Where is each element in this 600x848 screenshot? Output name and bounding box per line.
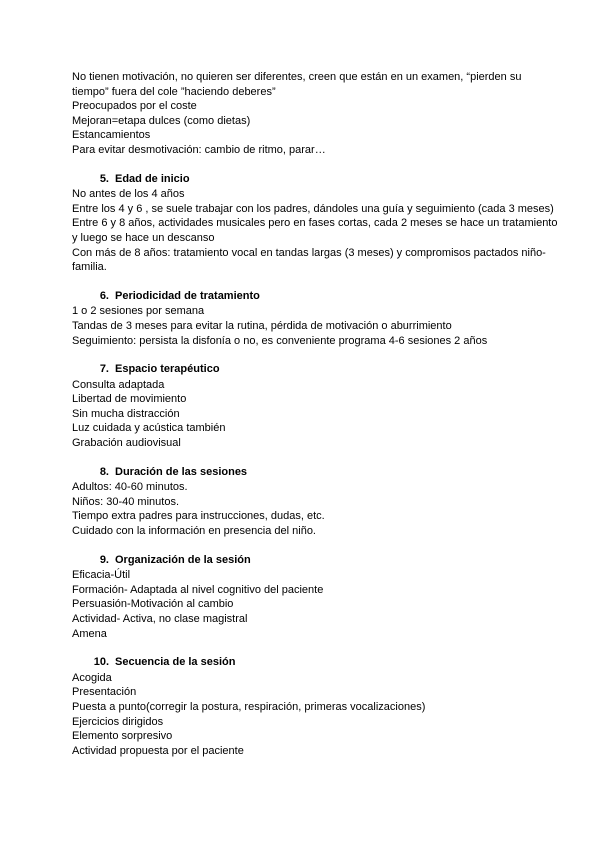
body-line: Adultos: 40-60 minutos. (72, 481, 188, 494)
body-line: Puesta a punto(corregir la postura, respiración, primeras vocalizaciones) (72, 700, 426, 713)
body-line: Acogida (72, 671, 112, 684)
section-body-espacio-terapeutico (72, 378, 560, 451)
intro-line: Para evitar desmotivación: cambio de ritmo, parar… (72, 143, 326, 156)
section-number: 10. (93, 656, 109, 669)
body-line: Grabación audiovisual (72, 437, 181, 450)
section-heading-duracion (72, 465, 560, 480)
section-number: 5. (99, 172, 109, 185)
section-title: Duración de las sesiones (115, 465, 248, 478)
body-line: Actividad- Activa, no clase magistral (72, 613, 248, 625)
section-title: Secuencia de la sesión (115, 656, 236, 669)
section-title: Edad de inicio (115, 172, 190, 185)
section-heading-espacio-terapeutico (72, 362, 560, 377)
intro-line: Mejoran=etapa dulces (como dietas) (72, 114, 251, 127)
body-line: Consulta adaptada (72, 378, 165, 391)
body-line: Niños: 30-40 minutos. (72, 495, 179, 508)
body-line: Sin mucha distracción (72, 407, 180, 420)
body-line: Luz cuidada y acústica también (72, 422, 226, 435)
body-line: Elemento sorpresivo (72, 730, 173, 743)
body-line: Eficacia-Útil (72, 569, 131, 582)
body-line: Tiempo extra padres para instrucciones, dudas, etc. (72, 510, 325, 523)
body-line: Presentación (72, 686, 137, 699)
section-body-organizacion (72, 568, 560, 641)
section-title: Espacio terapéutico (115, 363, 220, 376)
section-title: Organización de la sesión (115, 553, 251, 566)
section-heading-edad-de-inicio (72, 172, 560, 187)
body-line: Tandas de 3 meses para evitar la rutina, pérdida de motivación o aburrimiento (72, 319, 452, 332)
body-line: Entre los 4 y 6 , se suele trabajar con los padres, dándoles una guía y seguimiento (cada 3 meses) (72, 202, 554, 215)
section-heading-secuencia (72, 655, 560, 670)
body-line: Seguimiento: persista la disfonía o no, es conveniente programa 4-6 sesiones 2 años (72, 334, 488, 347)
body-line: Libertad de movimiento (72, 393, 187, 406)
body-line: 1 o 2 sesiones por semana (72, 305, 205, 318)
intro-line: Preocupados por el coste (72, 100, 197, 113)
body-line: Con más de 8 años: tratamiento vocal en tandas largas (3 meses) y compromisos pactados niño-familia. (72, 246, 546, 274)
section-number: 9. (99, 553, 109, 566)
body-line: No antes de los 4 años (72, 188, 185, 201)
body-line: Amena (72, 627, 107, 640)
section-heading-periodicidad (72, 289, 560, 304)
section-heading-organizacion (72, 553, 560, 568)
body-line: Persuasión-Motivación al cambio (72, 598, 234, 611)
intro-line: No tienen motivación, no quieren ser diferentes, creen que están en un examen, “pierden su tiempo” fuera del cole ”haciendo deberes” (72, 71, 522, 98)
body-line: Ejercicios dirigidos (72, 715, 164, 728)
section-number: 8. (99, 465, 109, 478)
section-number: 6. (99, 289, 109, 302)
section-body-edad-de-inicio (72, 187, 560, 275)
body-line: Formación- Adaptada al nivel cognitivo del paciente (72, 583, 324, 596)
section-title: Periodicidad de tratamiento (115, 289, 260, 302)
intro-line: Estancamientos (72, 129, 151, 142)
body-line: Actividad propuesta por el paciente (72, 744, 244, 757)
section-body-periodicidad (72, 304, 560, 348)
body-line: Cuidado con la información en presencia del niño. (72, 525, 316, 538)
body-line: Entre 6 y 8 años, actividades musicales pero en fases cortas, cada 2 meses se hace un tratamiento y luego se hace un descanso (72, 217, 558, 244)
section-number: 7. (99, 363, 109, 376)
section-body-duracion (72, 480, 560, 538)
section-body-secuencia (72, 671, 560, 759)
intro-block (72, 70, 560, 158)
